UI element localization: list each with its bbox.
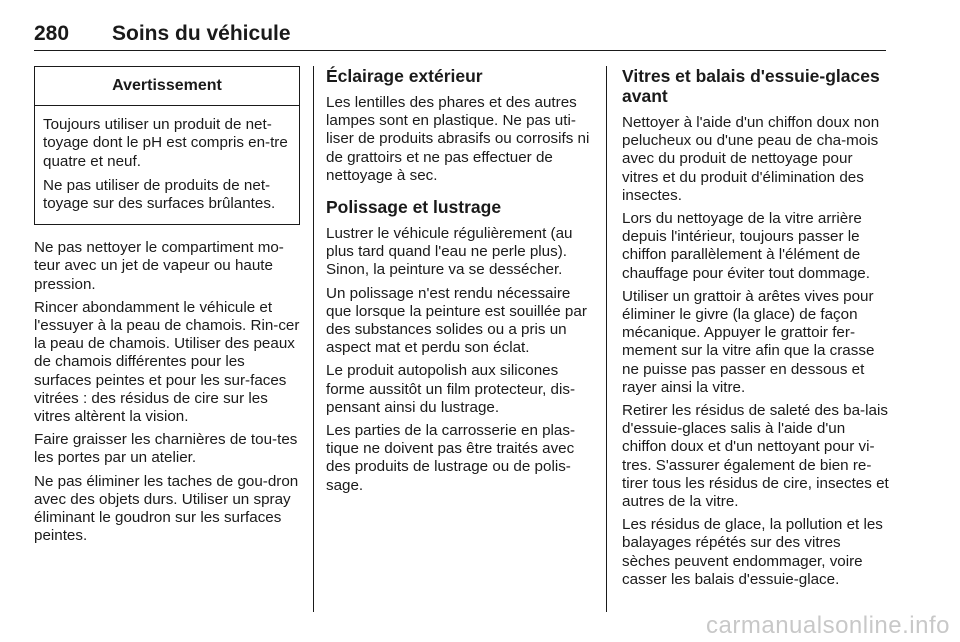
warning-body [35,106,299,224]
column-left [34,66,300,550]
paragraph: Les parties de la carrosserie en plas-tique ne doivent pas être traités avec des produits de lustrage ou de polis-sage. [326,422,576,494]
paragraph: Retirer les résidus de saleté des ba-lais d'essuie-glaces salis à l'aide d'un chiffon doux et d'un nettoyant pour vi-tres. S'assurer également de bien re-tirer tous les résidus de cire, insectes et autres de la vitre. [622,402,889,511]
page-header [34,22,886,51]
paragraph: Rincer abondamment le véhicule et l'essuyer à la peau de chamois. Rin-cer la peau de chamois. Utiliser des peaux de chamois différentes pour les surfaces peintes et pour les sur-faces vitrées : des résidus de cire sur les vitres altèrent la vision. [34,298,300,426]
page-title: Soins du véhicule [112,22,291,45]
paragraph: Le produit autopolish aux silicones forme aussitôt un film protecteur, dis-pensant ainsi du lustrage. [326,362,576,416]
paragraph: Ne pas éliminer les taches de gou-dron avec des objets durs. Utiliser un spray éliminant le goudron sur les surfaces peintes. [34,472,299,545]
column-divider [313,66,314,612]
paragraph: Un polissage n'est rendu nécessaire que lorsque la peinture est souillée par des substances solides ou a pris un aspect mat et perdu son éclat. [326,284,587,357]
paragraph: Nettoyer à l'aide d'un chiffon doux non pelucheux ou d'une peau de cha-mois avec du produit de nettoyage pour vitres et du produit d'élimination des insectes. [622,114,880,204]
column-right [622,66,890,594]
warning-box [34,66,300,225]
page-number: 280 [34,22,70,45]
paragraph: Lustrer le véhicule régulièrement (au plus tard quand l'eau ne perle plus). Sinon, la peinture va se dessécher. [326,225,573,279]
watermark-text: carmanualsonline.info [706,612,950,639]
paragraph: Utiliser un grattoir à arêtes vives pour éliminer le givre (la glace) de façon mécanique. Appuyer le grattoir fer-mement sur la vitre afin que la crasse ne puisse pas passer en dessous et rayer ainsi la vitre. [622,287,875,396]
section-heading-exterior-lighting: Éclairage extérieur [326,66,483,86]
paragraph: Lors du nettoyage de la vitre arrière depuis l'intérieur, toujours passer le chiffon parallèlement à l'élément de chauffage pour éviter tout dommage. [622,210,870,282]
section-heading-windows-wipers: Vitres et balais d'essuie-glaces avant [622,66,880,106]
column-middle [326,66,592,500]
paragraph: Les lentilles des phares et des autres lampes sont en plastique. Ne pas uti-liser de produits abrasifs ou corrosifs ni de grattoirs et ne pas effectuer de nettoyage à sec. [326,94,590,184]
paragraph: Les résidus de glace, la pollution et les balayages répétés sur des vitres sèches peuvent endommager, voire casser les balais d'essuie-glace. [622,516,883,588]
paragraph: Ne pas nettoyer le compartiment mo-teur avec un jet de vapeur ou haute pression. [34,239,284,293]
warning-paragraph: Toujours utiliser un produit de net-toyage dont le pH est compris en-tre quatre et neuf. [43,116,288,170]
section-heading-polishing: Polissage et lustrage [326,197,502,218]
paragraph: Faire graisser les charnières de tou-tes les portes par un atelier. [34,431,298,467]
warning-title: Avertissement [35,67,299,106]
warning-paragraph: Ne pas utiliser de produits de net-toyage sur des surfaces brûlantes. [43,176,276,213]
column-divider [606,66,607,612]
